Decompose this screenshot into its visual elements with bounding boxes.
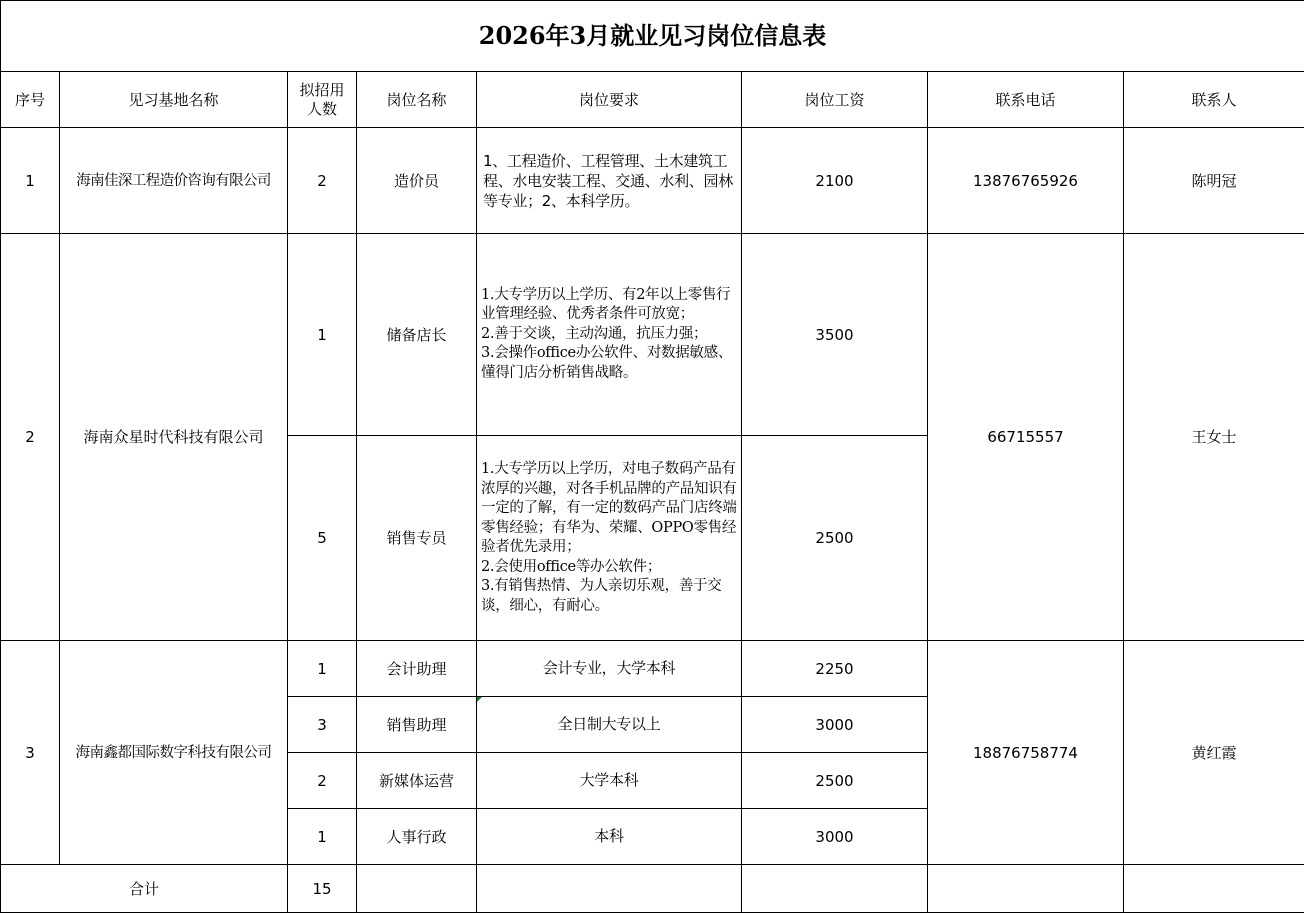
- cell-base: 海南鑫都国际数字科技有限公司: [60, 641, 288, 865]
- total-empty-cell: [477, 865, 742, 913]
- cell-position: 销售助理: [357, 697, 477, 753]
- header-contact: 联系人: [1124, 72, 1304, 128]
- total-empty-cell: [357, 865, 477, 913]
- cell-salary: 3000: [742, 809, 928, 865]
- cell-contact: 王女士: [1124, 234, 1304, 641]
- cell-salary: 3000: [742, 697, 928, 753]
- cell-count: 2: [288, 753, 357, 809]
- table-row: [1, 641, 1304, 697]
- cell-requirements: 1、工程造价、工程管理、土木建筑工程、水电安装工程、交通、水利、园林等专业；2、本科学历。: [477, 128, 742, 234]
- cell-position: 销售专员: [357, 436, 477, 641]
- cell-requirements: 本科: [477, 809, 742, 865]
- cell-requirements: 会计专业，大学本科: [477, 641, 742, 697]
- page-title: 2026年3月就业见习岗位信息表: [1, 1, 1304, 72]
- cell-comment-marker: [477, 697, 482, 702]
- cell-phone: 18876758774: [928, 641, 1124, 865]
- header-salary: 岗位工资: [742, 72, 928, 128]
- cell-count: 2: [288, 128, 357, 234]
- cell-seq: 3: [1, 641, 60, 865]
- total-empty-cell: [928, 865, 1124, 913]
- cell-position: 造价员: [357, 128, 477, 234]
- cell-phone: 13876765926: [928, 128, 1124, 234]
- total-empty-cell: [742, 865, 928, 913]
- total-empty-cell: [1124, 865, 1304, 913]
- table-row: [1, 234, 1304, 436]
- cell-count: 1: [288, 809, 357, 865]
- cell-count: 5: [288, 436, 357, 641]
- cell-requirements: 1.大专学历以上学历，对电子数码产品有浓厚的兴趣，对各手机品牌的产品知识有一定的了解，有一定的数码产品门店终端零售经验；有华为、荣耀、OPPO零售经验者优先录用； 2.会使用office等办公软件； 3.有销售热情、为人亲切乐观，善于交谈，细心，有耐心。: [477, 436, 742, 641]
- cell-count: 1: [288, 641, 357, 697]
- cell-phone: 66715557: [928, 234, 1124, 641]
- cell-salary: 3500: [742, 234, 928, 436]
- cell-salary: 2250: [742, 641, 928, 697]
- cell-count: 1: [288, 234, 357, 436]
- header-phone: 联系电话: [928, 72, 1124, 128]
- header-requirements: 岗位要求: [477, 72, 742, 128]
- cell-base: 海南佳深工程造价咨询有限公司: [60, 128, 288, 234]
- cell-contact: 陈明冠: [1124, 128, 1304, 234]
- cell-salary: 2500: [742, 753, 928, 809]
- cell-requirements: 大学本科: [477, 753, 742, 809]
- total-count: 15: [288, 865, 357, 913]
- cell-contact: 黄红霞: [1124, 641, 1304, 865]
- cell-count: 3: [288, 697, 357, 753]
- cell-base: 海南众星时代科技有限公司: [60, 234, 288, 641]
- header-position: 岗位名称: [357, 72, 477, 128]
- cell-salary: 2100: [742, 128, 928, 234]
- total-row: [1, 865, 1304, 913]
- total-label: 合计: [1, 865, 288, 913]
- header-seq: 序号: [1, 72, 60, 128]
- table-row: [1, 128, 1304, 234]
- cell-seq: 2: [1, 234, 60, 641]
- header-count-label: 拟招用人数: [299, 80, 345, 118]
- cell-seq: 1: [1, 128, 60, 234]
- cell-position: 会计助理: [357, 641, 477, 697]
- cell-position: 新媒体运营: [357, 753, 477, 809]
- cell-position: 储备店长: [357, 234, 477, 436]
- header-base: 见习基地名称: [60, 72, 288, 128]
- header-count: [288, 72, 357, 128]
- cell-requirements: 1.大专学历以上学历、有2年以上零售行业管理经验、优秀者条件可放宽； 2.善于交谈，主动沟通，抗压力强； 3.会操作office办公软件、对数据敏感、懂得门店分析销售战略。: [477, 234, 742, 436]
- cell-position: 人事行政: [357, 809, 477, 865]
- cell-requirements: 全日制大专以上: [477, 697, 742, 753]
- cell-salary: 2500: [742, 436, 928, 641]
- header-row: [1, 72, 1304, 128]
